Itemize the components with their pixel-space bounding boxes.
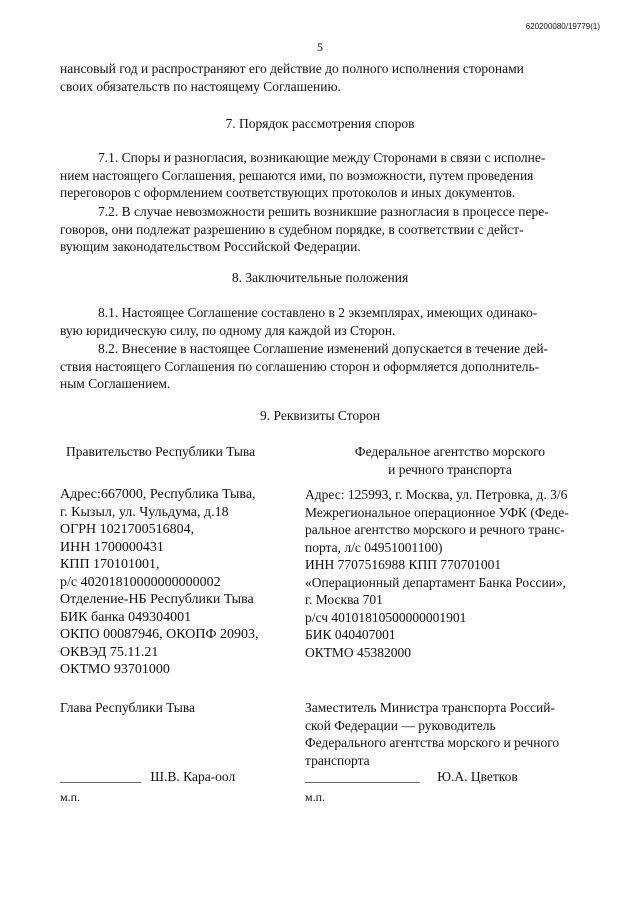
text-line: нансовый год и распространяют его действие до полного исполнения сторонами <box>60 61 524 76</box>
stamp-mark: м.п. <box>305 790 326 804</box>
detail-line: «Операционный департамент Банка России», <box>305 574 567 590</box>
party-left-details <box>60 486 300 679</box>
text-line: своих обязательств по настоящему Соглашению. <box>60 78 341 94</box>
detail-line: ИНН 1700000431 <box>60 539 164 555</box>
stamp-mark: м.п. <box>60 790 81 804</box>
text-line: нием настоящего Соглашения, решаются ими, по возможности, путем проведения <box>60 167 534 183</box>
text-line: ствия настоящего Соглашения по соглашению сторон и оформляется дополнитель- <box>60 358 540 374</box>
text-line: 7.2. В случае невозможности решить возникшие разногласия в процессе пере- <box>98 204 549 219</box>
party-left-stamp <box>60 789 80 807</box>
detail-line: ральное агентство морского и речного транс- <box>305 522 565 537</box>
document-code: 620200080/19779(1) <box>525 22 600 31</box>
text-line: вующим законодательством Российской Федерации. <box>60 239 361 254</box>
detail-line: КПП 170101001, <box>60 557 160 572</box>
position-title: Глава Республики Тыва <box>60 700 196 715</box>
section-7-paragraph-1 <box>60 149 600 202</box>
signature-line: _________________ <box>305 769 420 784</box>
detail-line: ОГРН 1021700516804, <box>60 522 195 537</box>
position-title: Федерального агентства морского и речного <box>305 735 560 750</box>
section-8-title: 8. Заключительные положения <box>231 270 409 285</box>
section-7-title: 7. Порядок рассмотрения споров <box>225 116 415 131</box>
detail-line: р/с 40201810000000000002 <box>60 574 221 590</box>
detail-line: ОКПО 00087946, ОКОПФ 20903, <box>60 627 259 642</box>
party-right-stamp <box>305 789 325 807</box>
position-title: Заместитель Министра транспорта Россий- <box>305 700 555 715</box>
party-right-details <box>305 486 615 661</box>
detail-line: ОКТМО 45382000 <box>305 644 411 660</box>
detail-line: БИК банка 049304001 <box>60 609 192 625</box>
party-name: и речного транспорта <box>388 461 512 477</box>
party-name: Правительство Республики Тыва <box>66 444 256 459</box>
intro-paragraph <box>60 60 600 95</box>
signature-line: ____________ <box>60 769 141 784</box>
position-title: транспорта <box>305 752 370 768</box>
party-left-name <box>60 443 300 461</box>
party-right-signature <box>305 768 615 786</box>
detail-line: ИНН 7707516988 КПП 770701001 <box>305 557 502 572</box>
text-line: 8.2. Внесение в настоящее Соглашение изменений допускается в течение дей- <box>98 341 549 356</box>
text-line: вую юридическую силу, по одному для каждой из Сторон. <box>60 322 396 338</box>
party-left-position <box>60 699 300 717</box>
detail-line: р/сч 40101810500000001901 <box>305 609 467 625</box>
party-name: Федеральное агентство морского <box>354 444 546 459</box>
text-line: говоров, они подлежат разрешению в судебном порядке, в соответствии с дейст- <box>60 221 524 237</box>
detail-line: г. Москва 701 <box>305 592 383 607</box>
page-number: 5 <box>317 40 323 54</box>
text-line: ным Соглашением. <box>60 376 171 391</box>
signatory-name: Ю.А. Цветков <box>437 769 518 784</box>
detail-line: Межрегиональное операционное УФК (Феде- <box>305 504 569 520</box>
section-9-title: 9. Реквизиты Сторон <box>260 408 380 423</box>
section-8-paragraph-2 <box>60 340 600 393</box>
detail-line: БИК 040407001 <box>305 627 396 642</box>
party-right-name <box>335 443 565 478</box>
detail-line: Адрес:667000, Республика Тыва, <box>60 487 256 502</box>
party-right-position <box>305 699 615 769</box>
section-7-paragraph-2 <box>60 203 600 256</box>
detail-line: Адрес: 125993, г. Москва, ул. Петровка, д. 3/6 <box>305 487 568 502</box>
text-line: переговоров с оформлением соответствующих протоколов и иных документов. <box>60 185 516 200</box>
text-line: 7.1. Споры и разногласия, возникающие между Сторонами в связи с исполне- <box>98 150 546 165</box>
signatory-name: Ш.В. Кара-оол <box>150 769 236 784</box>
detail-line: ОКТМО 93701000 <box>60 662 170 677</box>
detail-line: ОКВЭД 75.11.21 <box>60 644 159 660</box>
detail-line: Отделение-НБ Республики Тыва <box>60 592 254 607</box>
position-title: ской Федерации — руководитель <box>305 717 496 733</box>
section-8-paragraph-1 <box>60 304 600 339</box>
text-line: 8.1. Настоящее Соглашение составлено в 2 экземплярах, имеющих одинако- <box>98 305 538 320</box>
detail-line: порта, л/с 04951001100) <box>305 539 443 555</box>
detail-line: г. Кызыл, ул. Чульдума, д.18 <box>60 504 229 520</box>
party-left-signature <box>60 768 300 786</box>
